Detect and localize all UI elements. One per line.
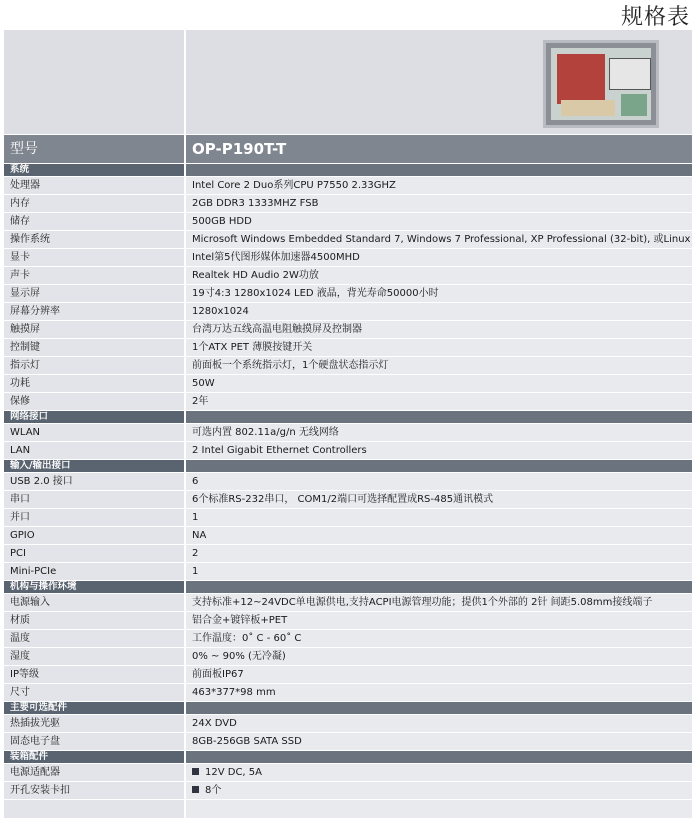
spec-value: 1280x1024 [185, 303, 692, 321]
spec-value: 2GB DDR3 1333MHZ FSB [185, 195, 692, 213]
spec-value: 2 Intel Gigabit Ethernet Controllers [185, 442, 692, 460]
section-header-packing [4, 751, 692, 764]
spec-row [4, 782, 692, 800]
spec-row [4, 612, 692, 630]
spec-value: Intel Core 2 Duo系列CPU P7550 2.33GHZ [185, 177, 692, 195]
spec-value: Realtek HD Audio 2W功放 [185, 267, 692, 285]
spec-row [4, 545, 692, 563]
spec-row [4, 249, 692, 267]
spec-label: 电源适配器 [4, 764, 185, 782]
spec-label: USB 2.0 接口 [4, 473, 185, 491]
section-title: 输入/输出接口 [4, 460, 185, 473]
section-header-options [4, 702, 692, 715]
spec-value: 19寸4:3 1280x1024 LED 液晶，背光寿命50000小时 [185, 285, 692, 303]
spec-row [4, 213, 692, 231]
spec-row [4, 473, 692, 491]
spec-value: 1 [185, 509, 692, 527]
spec-row [4, 715, 692, 733]
spec-row [4, 357, 692, 375]
spec-value: 前面板IP67 [185, 666, 692, 684]
spec-value: 12V DC, 5A [185, 764, 692, 782]
spec-value: 台湾万达五线高温电阻触摸屏及控制器 [185, 321, 692, 339]
spec-row [4, 177, 692, 195]
spec-row [4, 648, 692, 666]
section-title: 网络接口 [4, 411, 185, 424]
model-label: 型号 [4, 135, 185, 164]
product-image [543, 40, 659, 128]
spec-row [4, 303, 692, 321]
spec-value: 1个ATX PET 薄膜按键开关 [185, 339, 692, 357]
spec-label: 固态电子盘 [4, 733, 185, 751]
spec-row [4, 424, 692, 442]
spec-row [4, 339, 692, 357]
spec-label: 湿度 [4, 648, 185, 666]
spec-value: NA [185, 527, 692, 545]
spec-row [4, 231, 692, 249]
section-header-network [4, 411, 692, 424]
spec-row [4, 393, 692, 411]
model-row [4, 135, 692, 164]
spec-value: 铝合金+镀锌板+PET [185, 612, 692, 630]
section-header-env [4, 581, 692, 594]
spec-row [4, 267, 692, 285]
spec-label: 操作系统 [4, 231, 185, 249]
spec-value: 8GB-256GB SATA SSD [185, 733, 692, 751]
spec-label: 内存 [4, 195, 185, 213]
spec-label: 屏幕分辨率 [4, 303, 185, 321]
spec-label: 开孔安装卡扣 [4, 782, 185, 800]
spec-label: 材质 [4, 612, 185, 630]
spec-value: 24X DVD [185, 715, 692, 733]
spec-row [4, 684, 692, 702]
spec-row [4, 764, 692, 782]
spec-value: 2年 [185, 393, 692, 411]
spec-label: 功耗 [4, 375, 185, 393]
spec-label: 触摸屏 [4, 321, 185, 339]
section-header-io [4, 460, 692, 473]
spec-label: 指示灯 [4, 357, 185, 375]
spec-value: 前面板一个系统指示灯，1个硬盘状态指示灯 [185, 357, 692, 375]
spec-value: 6 [185, 473, 692, 491]
spec-row [4, 491, 692, 509]
spec-row [4, 321, 692, 339]
spec-value: 8个 [185, 782, 692, 800]
spec-label: WLAN [4, 424, 185, 442]
spec-label: 控制键 [4, 339, 185, 357]
spec-value: 支持标准+12~24VDC单电源供电,支持ACPI电源管理功能；提供1个外部的 2针 间距5.08mm接线端子 [185, 594, 692, 612]
spec-row [4, 442, 692, 460]
spec-label: 处理器 [4, 177, 185, 195]
spec-value: 6个标准RS-232串口， COM1/2端口可选择配置成RS-485通讯模式 [185, 491, 692, 509]
spec-row [4, 666, 692, 684]
model-value: OP-P190T-T [185, 135, 692, 164]
spec-row [4, 509, 692, 527]
spec-row [4, 195, 692, 213]
spec-label: 串口 [4, 491, 185, 509]
spec-label: 尺寸 [4, 684, 185, 702]
section-header-system [4, 164, 692, 177]
spec-label: 显示屏 [4, 285, 185, 303]
spec-row [4, 563, 692, 581]
spec-label: IP等级 [4, 666, 185, 684]
spec-label: 热插拔光驱 [4, 715, 185, 733]
spec-row [4, 630, 692, 648]
spec-label: 储存 [4, 213, 185, 231]
spec-value: 500GB HDD [185, 213, 692, 231]
spec-label: 保修 [4, 393, 185, 411]
spec-label: PCI [4, 545, 185, 563]
spec-value: Intel第5代图形媒体加速器4500MHD [185, 249, 692, 267]
spec-label: 显卡 [4, 249, 185, 267]
bullet-icon [192, 768, 199, 775]
spec-value: Microsoft Windows Embedded Standard 7, Windows 7 Professional, XP Professional (32-bit), 或Linux [185, 231, 692, 249]
spec-label: LAN [4, 442, 185, 460]
image-row [4, 30, 692, 135]
spec-label: GPIO [4, 527, 185, 545]
page-title: 规格表 [620, 5, 690, 30]
spec-value: 可选内置 802.11a/g/n 无线网络 [185, 424, 692, 442]
spec-value: 2 [185, 545, 692, 563]
product-screen [551, 48, 651, 120]
spec-value: 1 [185, 563, 692, 581]
spec-row [4, 285, 692, 303]
bullet-icon [192, 786, 199, 793]
spec-row [4, 733, 692, 751]
spec-row [4, 594, 692, 612]
section-title: 机构与操作环境 [4, 581, 185, 594]
spec-value: 463*377*98 mm [185, 684, 692, 702]
spec-label: 电源输入 [4, 594, 185, 612]
empty-row [4, 800, 692, 819]
spec-label: 温度 [4, 630, 185, 648]
section-title: 装箱配件 [4, 751, 185, 764]
spec-label: Mini-PCIe [4, 563, 185, 581]
spec-label: 声卡 [4, 267, 185, 285]
section-title: 主要可选配件 [4, 702, 185, 715]
section-title: 系统 [4, 164, 185, 177]
spec-value: 工作温度：0˚ C - 60˚ C [185, 630, 692, 648]
spec-row [4, 527, 692, 545]
spec-table [4, 30, 692, 819]
spec-value: 0% ~ 90% (无冷凝) [185, 648, 692, 666]
spec-label: 并口 [4, 509, 185, 527]
spec-row [4, 375, 692, 393]
spec-value: 50W [185, 375, 692, 393]
